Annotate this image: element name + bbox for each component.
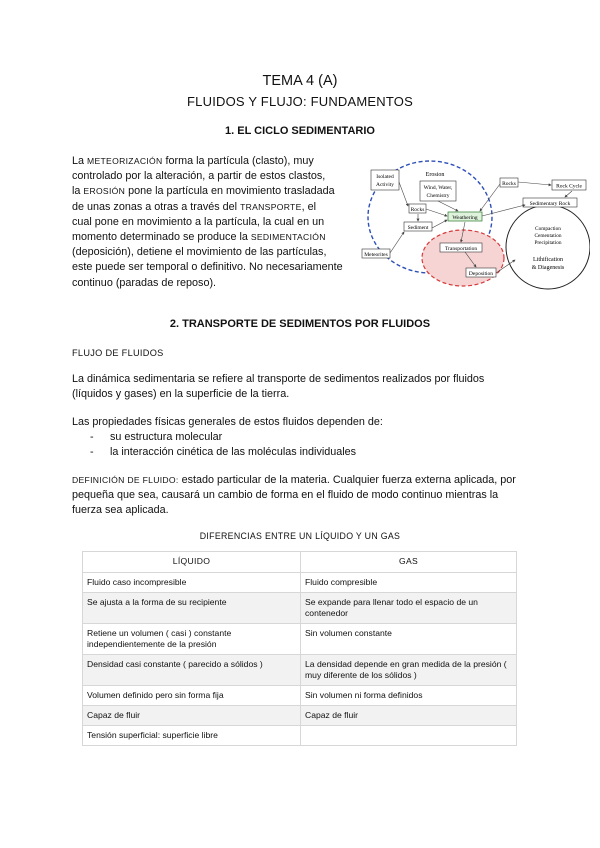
table-cell: La densidad depende en gran medida de la presión ( muy diferente de los sólidos ) bbox=[301, 655, 517, 686]
table-row bbox=[83, 624, 517, 655]
intro-paragraph bbox=[72, 372, 542, 402]
paragraph-line: DEFINICIÓN DE FLUIDO: estado particular de la materia. Cualquier fuerza externa aplicada, por bbox=[72, 474, 516, 486]
table-cell: Fluido caso incompresible bbox=[83, 573, 301, 593]
sedimentary-cycle-diagram bbox=[360, 160, 590, 300]
table-row bbox=[83, 573, 517, 593]
table-cell: Se ajusta a la forma de su recipiente bbox=[83, 593, 301, 624]
isolated-label-2: Activity bbox=[375, 182, 395, 188]
section-1-paragraph bbox=[72, 154, 362, 291]
definition-paragraph bbox=[72, 473, 542, 519]
paragraph-line: este puede ser temporal o definitivo. No necesariamente bbox=[72, 261, 343, 274]
table-caption: DIFERENCIAS ENTRE UN LÍQUIDO Y UN GAS bbox=[199, 531, 401, 541]
table-row bbox=[83, 726, 517, 746]
sedimentary-rock-label: Sedimentary Rock bbox=[529, 201, 571, 207]
paragraph-line: continuo (paradas de reposo). bbox=[72, 276, 217, 289]
list-item: - su estructura molecular bbox=[90, 430, 530, 445]
lithification-label-2: & Diagenesis bbox=[531, 265, 565, 271]
definition-label: DEFINICIÓN DE FLUIDO: bbox=[72, 475, 179, 485]
transportation-label: Transportation bbox=[444, 246, 478, 252]
sediment-label: Sediment bbox=[407, 225, 429, 231]
lithification-circle bbox=[506, 205, 590, 289]
isolated-label-1: Isolated bbox=[376, 174, 394, 180]
table-row bbox=[83, 655, 517, 686]
table-row bbox=[83, 706, 517, 726]
table-cell: Retiene un volumen ( casi ) constante independientemente de la presión bbox=[83, 624, 301, 655]
process-label-1: Compaction bbox=[535, 226, 561, 232]
erosion-label: Erosion bbox=[425, 172, 445, 178]
column-header-liquido: LÍQUIDO bbox=[83, 552, 301, 573]
table-cell: Fluido compresible bbox=[301, 573, 517, 593]
section-1-heading: 1. EL CICLO SEDIMENTARIO bbox=[225, 125, 375, 137]
flujo-de-fluidos-subheading: FLUJO DE FLUIDOS bbox=[72, 348, 164, 358]
term-meteorizacion: METEORIZACIÓN bbox=[87, 156, 163, 166]
paragraph-line: la EROSIÓN pone la partícula en movimiento trasladada bbox=[72, 185, 335, 198]
paragraph-line: La METEORIZACIÓN forma la partícula (clasto), muy bbox=[72, 155, 314, 167]
list-item: - la interacción cinética de las moléculas individuales bbox=[90, 445, 530, 460]
liquid-gas-comparison-table bbox=[82, 551, 517, 746]
table-cell: Tensión superficial: superficie libre bbox=[83, 726, 301, 746]
column-header-gas: GAS bbox=[301, 552, 517, 573]
table-cell: Sin volumen ni forma definidos bbox=[301, 686, 517, 706]
rock-cycle-label: Rock Cycle bbox=[556, 183, 582, 190]
deposition-label: Deposition bbox=[468, 271, 494, 277]
paragraph-line: momento determinado se produce la SEDIMENTACIÓN bbox=[72, 231, 326, 244]
paragraph-line: (líquidos y gases) en la superficie de la tierra. bbox=[72, 388, 290, 401]
section-2-heading: 2. TRANSPORTE DE SEDIMENTOS POR FLUIDOS bbox=[169, 318, 431, 330]
page-title: TEMA 4 (A) bbox=[262, 73, 338, 89]
process-label-2: Cementation bbox=[534, 233, 562, 239]
term-sedimentacion: SEDIMENTACIÓN bbox=[250, 232, 326, 243]
page-subtitle: FLUIDOS Y FLUJO: FUNDAMENTOS bbox=[187, 94, 413, 109]
table-cell: Volumen definido pero sin forma fija bbox=[83, 686, 301, 706]
properties-paragraph: Las propiedades físicas generales de estos fluidos dependen de: bbox=[72, 416, 383, 428]
process-label-3: Precipitation bbox=[534, 240, 562, 246]
table-cell bbox=[301, 726, 517, 746]
term-erosion: EROSIÓN bbox=[83, 186, 126, 197]
rocks-right-label: Rocks bbox=[502, 181, 516, 187]
table-cell: Densidad casi constante ( parecido a sólidos ) bbox=[83, 655, 301, 686]
paragraph-line: fuerza sea aplicada. bbox=[72, 504, 169, 517]
meteorites-label: Meteorites bbox=[364, 252, 388, 258]
table-cell: Se expande para llenar todo el espacio de un contenedor bbox=[301, 593, 517, 624]
term-transporte: TRANSPORTE bbox=[240, 201, 302, 212]
table-row bbox=[83, 593, 517, 624]
agents-label-2: Chemistry bbox=[426, 193, 450, 199]
table-cell: Sin volumen constante bbox=[301, 624, 517, 655]
paragraph-line: cual pone en movimiento a la partícula, la cual en un bbox=[72, 215, 325, 228]
properties-list bbox=[90, 430, 530, 460]
paragraph-line: controlado por la alteración, a partir de estos clastos, bbox=[72, 170, 326, 183]
lithification-label-1: Lithification bbox=[533, 257, 563, 263]
paragraph-line: La dinámica sedimentaria se refiere al transporte de sedimentos realizados por fluidos bbox=[72, 373, 485, 385]
paragraph-line: pequeña que sea, causará un cambio de forma en el fluido de modo continuo mientras la bbox=[72, 489, 499, 502]
table-cell: Capaz de fluir bbox=[83, 706, 301, 726]
weathering-label: Weathering bbox=[452, 215, 478, 221]
agents-label-1: Wind, Water, bbox=[423, 185, 453, 191]
rocks-left-label: Rocks bbox=[410, 207, 425, 213]
paragraph-line: (deposición), detiene el movimiento de las partículas, bbox=[72, 246, 327, 259]
table-cell: Capaz de fluir bbox=[301, 706, 517, 726]
table-header-row bbox=[83, 552, 517, 573]
red-highlight-ellipse bbox=[422, 230, 504, 286]
paragraph-line: de unas zonas a otras a través del TRANSPORTE, el bbox=[72, 200, 317, 213]
table-row bbox=[83, 686, 517, 706]
